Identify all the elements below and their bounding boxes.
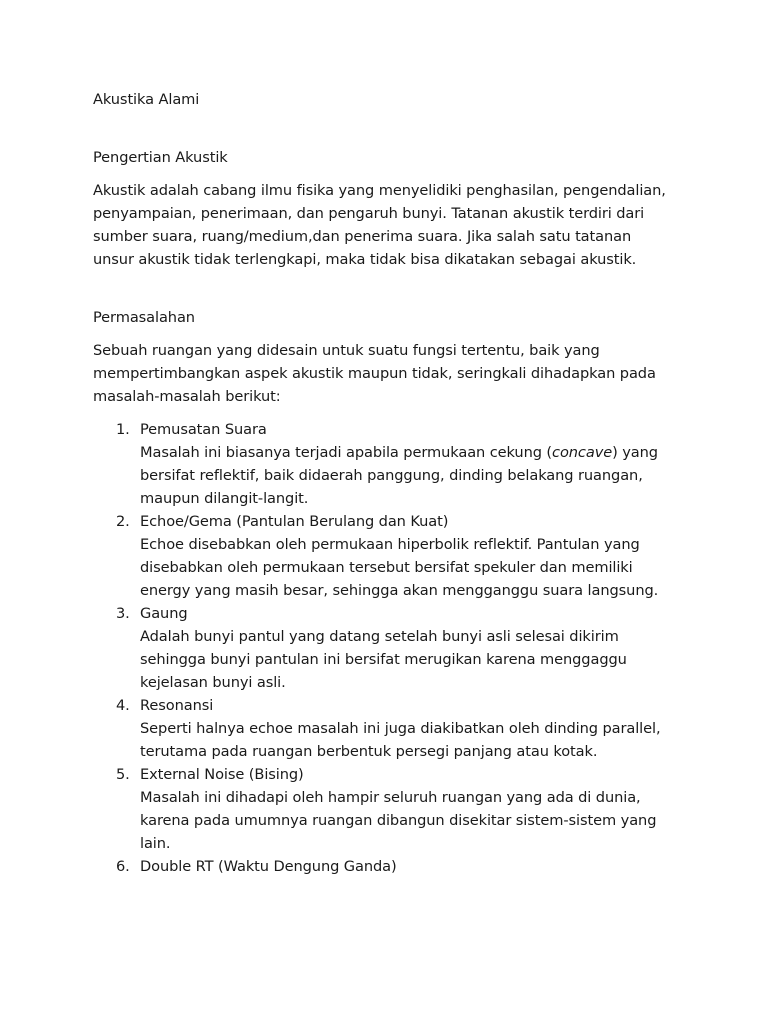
list-item-description-line: disebabkan oleh permukaan tersebut bersifat spekuler dan memiliki	[140, 559, 633, 576]
description-text: ) yang	[612, 444, 658, 461]
list-item-title: Gaung	[140, 605, 188, 622]
list-item-description-line: terutama pada ruangan berbentuk persegi panjang atau kotak.	[140, 743, 598, 760]
list-number: 2.	[116, 513, 130, 530]
paragraph-line: unsur akustik tidak terlengkapi, maka tidak bisa dikatakan sebagai akustik.	[93, 251, 637, 268]
list-item-description-line: bersifat reflektif, baik didaerah panggung, dinding belakang ruangan,	[140, 467, 643, 484]
list-number: 4.	[116, 697, 130, 714]
section-heading-permasalahan: Permasalahan	[93, 309, 195, 326]
paragraph-line: masalah-masalah berikut:	[93, 388, 281, 405]
list-number: 3.	[116, 605, 130, 622]
list-item-description-line	[140, 441, 693, 464]
list-item-description-line: Adalah bunyi pantul yang datang setelah bunyi asli selesai dikirim	[140, 628, 619, 645]
emphasis-text: concave	[552, 444, 613, 461]
description-text: Masalah ini biasanya terjadi apabila permukaan cekung (	[140, 444, 553, 461]
list-item	[93, 694, 693, 763]
list-item-description-line: maupun dilangit-langit.	[140, 490, 309, 507]
list-item-description-line: Seperti halnya echoe masalah ini juga diakibatkan oleh dinding parallel,	[140, 720, 661, 737]
list-item	[93, 510, 693, 602]
document-body	[93, 88, 693, 878]
list-item-title: Double RT (Waktu Dengung Ganda)	[140, 858, 397, 875]
paragraph-pengertian	[93, 179, 693, 271]
list-item-description-line: Masalah ini dihadapi oleh hampir seluruh ruangan yang ada di dunia,	[140, 789, 641, 806]
problem-list	[93, 418, 693, 878]
list-number: 1.	[116, 421, 130, 438]
list-number: 5.	[116, 766, 130, 783]
list-item-title: External Noise (Bising)	[140, 766, 304, 783]
list-item-title: Resonansi	[140, 697, 214, 714]
section-heading-pengertian: Pengertian Akustik	[93, 149, 228, 166]
list-item-description-line: energy yang masih besar, sehingga akan mengganggu suara langsung.	[140, 582, 659, 599]
list-number: 6.	[116, 858, 130, 875]
list-item-description-line: Echoe disebabkan oleh permukaan hiperbolik reflektif. Pantulan yang	[140, 536, 640, 553]
list-item	[93, 763, 693, 855]
paragraph-line: sumber suara, ruang/medium,dan penerima suara. Jika salah satu tatanan	[93, 228, 632, 245]
list-item-title: Pemusatan Suara	[140, 421, 267, 438]
list-item	[93, 855, 693, 878]
list-item-description-line: sehingga bunyi pantulan ini bersifat merugikan karena menggaggu	[140, 651, 627, 668]
paragraph-line: mempertimbangkan aspek akustik maupun tidak, seringkali dihadapkan pada	[93, 365, 656, 382]
paragraph-line: Sebuah ruangan yang didesain untuk suatu fungsi tertentu, baik yang	[93, 342, 600, 359]
paragraph-line: penyampaian, penerimaan, dan pengaruh bunyi. Tatanan akustik terdiri dari	[93, 205, 645, 222]
list-item-description-line: karena pada umumnya ruangan dibangun disekitar sistem-sistem yang	[140, 812, 657, 829]
list-item-title: Echoe/Gema (Pantulan Berulang dan Kuat)	[140, 513, 449, 530]
paragraph-line: Akustik adalah cabang ilmu fisika yang menyelidiki penghasilan, pengendalian,	[93, 182, 666, 199]
document-title: Akustika Alami	[93, 91, 200, 108]
list-item	[93, 418, 693, 510]
paragraph-permasalahan	[93, 339, 693, 408]
list-item-description-line: kejelasan bunyi asli.	[140, 674, 286, 691]
list-item-description-line: lain.	[140, 835, 171, 852]
list-item	[93, 602, 693, 694]
